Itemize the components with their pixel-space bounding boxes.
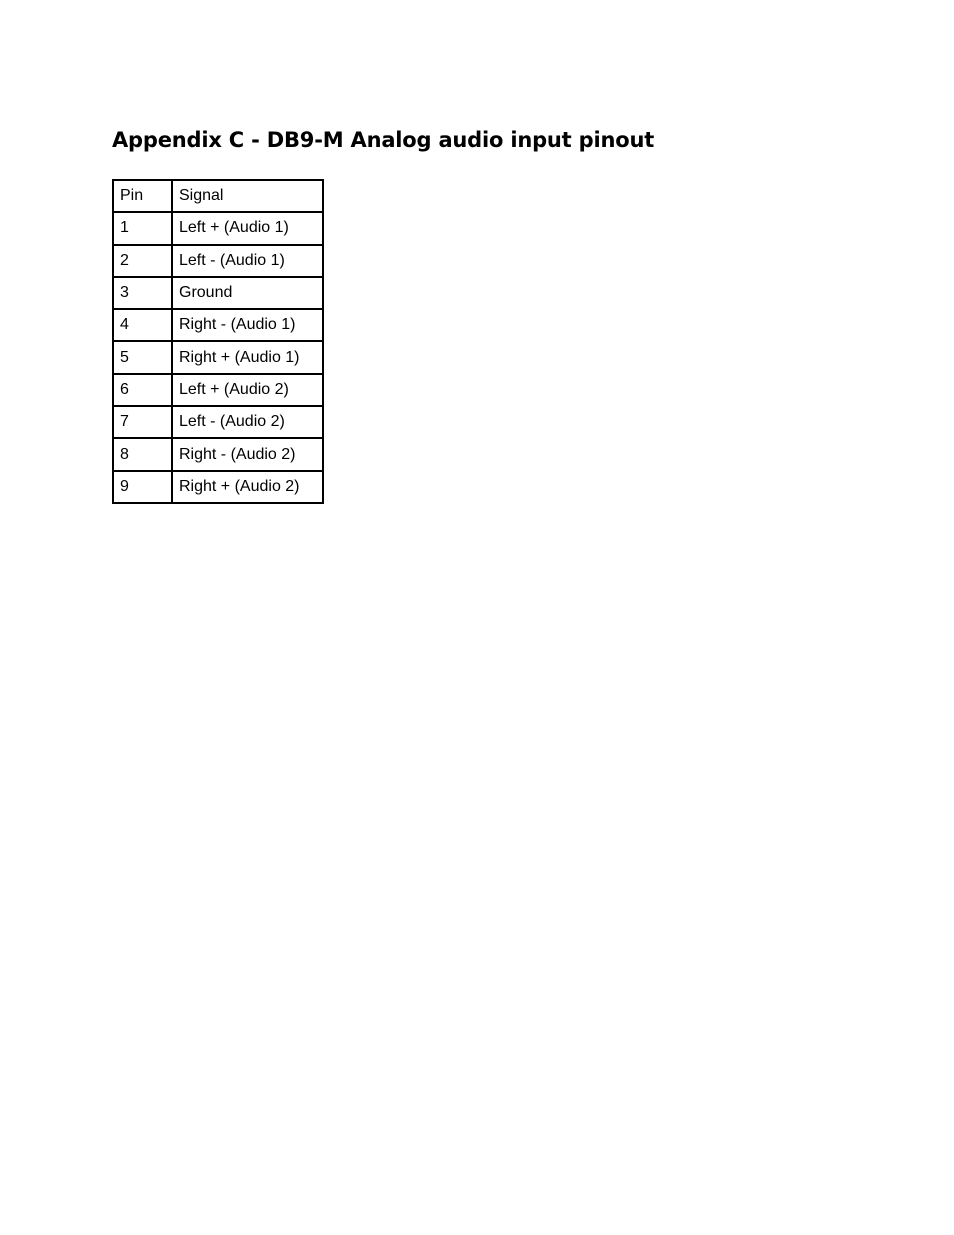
- signal-cell: Left - (Audio 1): [172, 245, 323, 277]
- pin-cell: 9: [113, 471, 172, 503]
- signal-cell: Right - (Audio 1): [172, 309, 323, 341]
- pin-cell: 3: [113, 277, 172, 309]
- table-row: [113, 471, 323, 503]
- table-row: [113, 406, 323, 438]
- signal-cell: Right + (Audio 1): [172, 341, 323, 373]
- signal-cell: Left + (Audio 1): [172, 212, 323, 244]
- table-row: [113, 212, 323, 244]
- pin-cell: 8: [113, 438, 172, 470]
- signal-cell: Ground: [172, 277, 323, 309]
- pin-cell: 5: [113, 341, 172, 373]
- pin-cell: 7: [113, 406, 172, 438]
- signal-cell: Left - (Audio 2): [172, 406, 323, 438]
- table-row: [113, 341, 323, 373]
- header-cell-signal: Signal: [172, 180, 323, 212]
- signal-cell: Left + (Audio 2): [172, 374, 323, 406]
- table-row: [113, 309, 323, 341]
- table-row: [113, 277, 323, 309]
- page-title: Appendix C - DB9-M Analog audio input pinout: [112, 128, 655, 152]
- signal-cell: Right - (Audio 2): [172, 438, 323, 470]
- signal-cell: Right + (Audio 2): [172, 471, 323, 503]
- pin-cell: 4: [113, 309, 172, 341]
- pin-cell: 1: [113, 212, 172, 244]
- pin-cell: 6: [113, 374, 172, 406]
- pinout-table: [112, 179, 324, 504]
- header-cell-pin: Pin: [113, 180, 172, 212]
- table-row: [113, 438, 323, 470]
- pin-cell: 2: [113, 245, 172, 277]
- table-row: [113, 245, 323, 277]
- table-row: [113, 374, 323, 406]
- table-header-row: [113, 180, 323, 212]
